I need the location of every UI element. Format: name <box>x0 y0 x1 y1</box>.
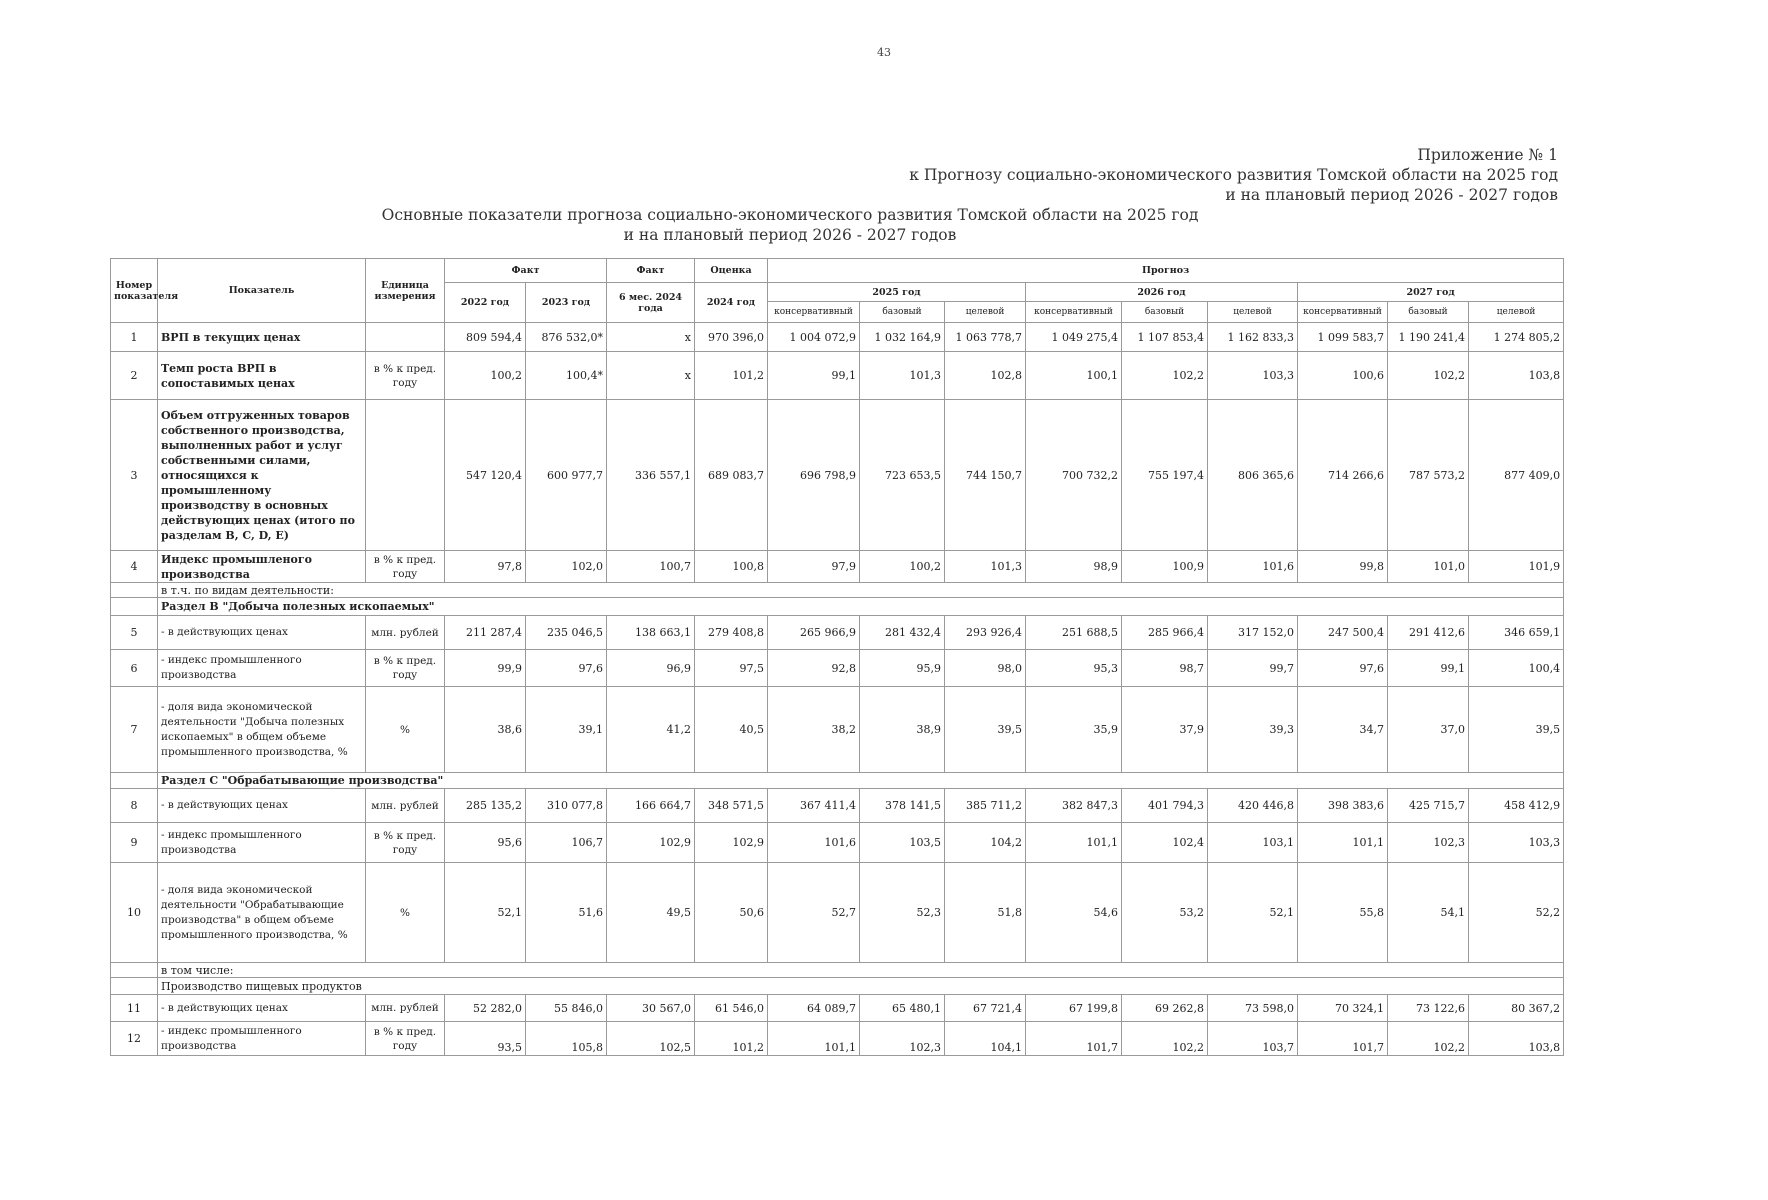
value-cell: 97,8 <box>445 551 526 583</box>
value-cell: 55 846,0 <box>526 995 607 1022</box>
header-6m-2024: 6 мес. 2024 года <box>607 283 695 323</box>
table-row <box>111 823 1564 863</box>
appendix-line-3: и на плановый период 2026 - 2027 годов <box>1225 186 1558 204</box>
section-row <box>111 773 1564 789</box>
value-cell: 39,5 <box>1469 687 1564 773</box>
value-cell: 346 659,1 <box>1469 616 1564 650</box>
value-cell: 99,8 <box>1298 551 1388 583</box>
blank-cell <box>111 583 158 598</box>
header-estimate: Оценка <box>695 259 768 283</box>
value-cell: 100,2 <box>445 352 526 400</box>
indicator-name: - в действующих ценах <box>158 995 366 1022</box>
blank-cell <box>111 773 158 789</box>
section-title: Раздел C "Обрабатывающие производства" <box>158 773 1564 789</box>
value-cell: 336 557,1 <box>607 400 695 551</box>
value-cell: 101,2 <box>695 352 768 400</box>
value-cell: 235 046,5 <box>526 616 607 650</box>
indicator-name: - в действующих ценах <box>158 789 366 823</box>
value-cell: 317 152,0 <box>1208 616 1298 650</box>
table-row <box>111 551 1564 583</box>
value-cell: 401 794,3 <box>1122 789 1208 823</box>
value-cell: 61 546,0 <box>695 995 768 1022</box>
indicator-name: - в действующих ценах <box>158 616 366 650</box>
value-cell: 103,7 <box>1208 1022 1298 1056</box>
value-cell: 101,0 <box>1388 551 1469 583</box>
value-cell: 247 500,4 <box>1298 616 1388 650</box>
row-number: 3 <box>111 400 158 551</box>
value-cell: 101,9 <box>1469 551 1564 583</box>
value-cell: 49,5 <box>607 863 695 963</box>
section-label: в том числе: <box>158 963 1564 978</box>
value-cell: 96,9 <box>607 650 695 687</box>
variant-2026-base: базовый <box>1122 302 1208 323</box>
value-cell: 50,6 <box>695 863 768 963</box>
value-cell: 348 571,5 <box>695 789 768 823</box>
variant-2026-target: целевой <box>1208 302 1298 323</box>
value-cell: 696 798,9 <box>768 400 860 551</box>
unit: в % к пред. году <box>366 1022 445 1056</box>
title-line-1: Основные показатели прогноза социально-экономического развития Томской области на 2025 год <box>381 206 1199 224</box>
value-cell: 138 663,1 <box>607 616 695 650</box>
value-cell: 52 282,0 <box>445 995 526 1022</box>
value-cell: 293 926,4 <box>945 616 1026 650</box>
header-fact-6m: Факт <box>607 259 695 283</box>
value-cell: 38,6 <box>445 687 526 773</box>
value-cell: 35,9 <box>1026 687 1122 773</box>
section-row <box>111 583 1564 598</box>
value-cell: 101,2 <box>695 1022 768 1056</box>
table-row <box>111 400 1564 551</box>
variant-2027-conservative: консервативный <box>1298 302 1388 323</box>
value-cell: 876 532,0* <box>526 323 607 352</box>
row-number: 10 <box>111 863 158 963</box>
header-forecast: Прогноз <box>768 259 1564 283</box>
header-indicator: Показатель <box>158 259 366 323</box>
value-cell: 54,6 <box>1026 863 1122 963</box>
value-cell: 65 480,1 <box>860 995 945 1022</box>
value-cell: 64 089,7 <box>768 995 860 1022</box>
table-row <box>111 616 1564 650</box>
header-2023: 2023 год <box>526 283 607 323</box>
value-cell: 105,8 <box>526 1022 607 1056</box>
value-cell: 102,0 <box>526 551 607 583</box>
value-cell: 97,6 <box>526 650 607 687</box>
value-cell: 52,1 <box>445 863 526 963</box>
value-cell: 80 367,2 <box>1469 995 1564 1022</box>
section-label: в т.ч. по видам деятельности: <box>158 583 1564 598</box>
value-cell: 211 287,4 <box>445 616 526 650</box>
header-2025: 2025 год <box>768 283 1026 302</box>
page-number: 43 <box>877 46 891 59</box>
value-cell: 53,2 <box>1122 863 1208 963</box>
section-title: Производство пищевых продуктов <box>158 978 1564 995</box>
value-cell: 101,6 <box>768 823 860 863</box>
value-cell: 378 141,5 <box>860 789 945 823</box>
row-number: 5 <box>111 616 158 650</box>
value-cell: 69 262,8 <box>1122 995 1208 1022</box>
value-cell: 41,2 <box>607 687 695 773</box>
unit: в % к пред. году <box>366 352 445 400</box>
value-cell: 70 324,1 <box>1298 995 1388 1022</box>
value-cell: 291 412,6 <box>1388 616 1469 650</box>
unit: в % к пред. году <box>366 650 445 687</box>
indicator-name: - индекс промышленного производства <box>158 823 366 863</box>
title-line-2: и на плановый период 2026 - 2027 годов <box>623 226 957 244</box>
value-cell: 102,5 <box>607 1022 695 1056</box>
unit: млн. рублей <box>366 995 445 1022</box>
value-cell: 101,3 <box>860 352 945 400</box>
value-cell: 285 966,4 <box>1122 616 1208 650</box>
value-cell: 100,2 <box>860 551 945 583</box>
table-row <box>111 789 1564 823</box>
row-number: 2 <box>111 352 158 400</box>
value-cell: 1 032 164,9 <box>860 323 945 352</box>
value-cell: 95,6 <box>445 823 526 863</box>
value-cell: 103,3 <box>1469 823 1564 863</box>
unit: в % к пред. году <box>366 551 445 583</box>
value-cell: 103,3 <box>1208 352 1298 400</box>
value-cell: 101,6 <box>1208 551 1298 583</box>
indicator-name: Темп роста ВРП в сопоставимых ценах <box>158 352 366 400</box>
header-2024: 2024 год <box>695 283 768 323</box>
value-cell: 1 274 805,2 <box>1469 323 1564 352</box>
section-row <box>111 978 1564 995</box>
value-cell: 425 715,7 <box>1388 789 1469 823</box>
value-cell: 39,3 <box>1208 687 1298 773</box>
value-cell: 38,9 <box>860 687 945 773</box>
table-row <box>111 352 1564 400</box>
value-cell: 100,1 <box>1026 352 1122 400</box>
value-cell: 102,9 <box>695 823 768 863</box>
value-cell: 547 120,4 <box>445 400 526 551</box>
row-number: 8 <box>111 789 158 823</box>
value-cell: 51,6 <box>526 863 607 963</box>
row-number: 9 <box>111 823 158 863</box>
value-cell: 700 732,2 <box>1026 400 1122 551</box>
value-cell: 310 077,8 <box>526 789 607 823</box>
value-cell: 55,8 <box>1298 863 1388 963</box>
value-cell: 877 409,0 <box>1469 400 1564 551</box>
appendix-caption <box>909 145 1558 205</box>
value-cell: 97,6 <box>1298 650 1388 687</box>
value-cell: 281 432,4 <box>860 616 945 650</box>
value-cell: 723 653,5 <box>860 400 945 551</box>
document-title <box>290 205 1290 245</box>
value-cell: 98,7 <box>1122 650 1208 687</box>
value-cell: 39,5 <box>945 687 1026 773</box>
indicator-name: Объем отгруженных товаров собственного производства, выполненных работ и услуг собственными силами, относящихся к промышленному производству в основных действующих ценах (итого по разделам B, C, D, E) <box>158 400 366 551</box>
header-fact: Факт <box>445 259 607 283</box>
value-cell: 37,0 <box>1388 687 1469 773</box>
value-cell: 51,8 <box>945 863 1026 963</box>
value-cell: 398 383,6 <box>1298 789 1388 823</box>
value-cell: 102,4 <box>1122 823 1208 863</box>
value-cell: 809 594,4 <box>445 323 526 352</box>
value-cell: 102,2 <box>1388 352 1469 400</box>
value-cell: 104,1 <box>945 1022 1026 1056</box>
value-cell: 103,1 <box>1208 823 1298 863</box>
value-cell: 39,1 <box>526 687 607 773</box>
value-cell: 102,3 <box>1388 823 1469 863</box>
value-cell: 382 847,3 <box>1026 789 1122 823</box>
value-cell: 52,3 <box>860 863 945 963</box>
value-cell: 103,5 <box>860 823 945 863</box>
section-title: Раздел B "Добыча полезных ископаемых" <box>158 598 1564 616</box>
unit: млн. рублей <box>366 789 445 823</box>
value-cell: 103,8 <box>1469 1022 1564 1056</box>
appendix-line-1: Приложение № 1 <box>1417 146 1558 164</box>
row-number: 6 <box>111 650 158 687</box>
value-cell: 93,5 <box>445 1022 526 1056</box>
value-cell: 1 004 072,9 <box>768 323 860 352</box>
value-cell: 98,9 <box>1026 551 1122 583</box>
value-cell: 100,4 <box>1469 650 1564 687</box>
value-cell: 102,2 <box>1122 1022 1208 1056</box>
value-cell: 100,7 <box>607 551 695 583</box>
value-cell: 103,8 <box>1469 352 1564 400</box>
variant-2025-base: базовый <box>860 302 945 323</box>
indicator-name: Индекс промышленого производства <box>158 551 366 583</box>
value-cell: 102,2 <box>1122 352 1208 400</box>
value-cell: 1 099 583,7 <box>1298 323 1388 352</box>
value-cell: 97,5 <box>695 650 768 687</box>
variant-2026-conservative: консервативный <box>1026 302 1122 323</box>
indicator-name: - доля вида экономической деятельности "Добыча полезных ископаемых" в общем объеме промышленного производства, % <box>158 687 366 773</box>
blank-cell <box>111 598 158 616</box>
section-row <box>111 598 1564 616</box>
row-number: 7 <box>111 687 158 773</box>
value-cell: 95,3 <box>1026 650 1122 687</box>
value-cell: 102,3 <box>860 1022 945 1056</box>
value-cell: 1 190 241,4 <box>1388 323 1469 352</box>
value-cell: 101,1 <box>768 1022 860 1056</box>
value-cell: 92,8 <box>768 650 860 687</box>
value-cell: 104,2 <box>945 823 1026 863</box>
value-cell: 787 573,2 <box>1388 400 1469 551</box>
value-cell: 100,4* <box>526 352 607 400</box>
blank-cell <box>111 978 158 995</box>
row-number: 1 <box>111 323 158 352</box>
value-cell: 99,1 <box>768 352 860 400</box>
table-row <box>111 995 1564 1022</box>
unit <box>366 400 445 551</box>
value-cell: 100,6 <box>1298 352 1388 400</box>
value-cell: 1 107 853,4 <box>1122 323 1208 352</box>
value-cell: 38,2 <box>768 687 860 773</box>
value-cell: 101,1 <box>1298 823 1388 863</box>
value-cell: 101,1 <box>1026 823 1122 863</box>
value-cell: 420 446,8 <box>1208 789 1298 823</box>
value-cell: 73 598,0 <box>1208 995 1298 1022</box>
header-2022: 2022 год <box>445 283 526 323</box>
value-cell: 285 135,2 <box>445 789 526 823</box>
value-cell: 54,1 <box>1388 863 1469 963</box>
indicators-table <box>110 258 1564 1056</box>
value-cell: 99,7 <box>1208 650 1298 687</box>
indicator-name: - индекс промышленного производства <box>158 650 366 687</box>
value-cell: 73 122,6 <box>1388 995 1469 1022</box>
row-number: 4 <box>111 551 158 583</box>
value-cell: 279 408,8 <box>695 616 768 650</box>
value-cell: x <box>607 323 695 352</box>
row-number: 12 <box>111 1022 158 1056</box>
header-2027: 2027 год <box>1298 283 1564 302</box>
table-row <box>111 1022 1564 1056</box>
unit: в % к пред. году <box>366 823 445 863</box>
value-cell: 40,5 <box>695 687 768 773</box>
blank-cell <box>111 963 158 978</box>
variant-2025-target: целевой <box>945 302 1026 323</box>
value-cell: 52,1 <box>1208 863 1298 963</box>
value-cell: 744 150,7 <box>945 400 1026 551</box>
value-cell: 101,7 <box>1298 1022 1388 1056</box>
variant-2027-target: целевой <box>1469 302 1564 323</box>
value-cell: 67 721,4 <box>945 995 1026 1022</box>
value-cell: 106,7 <box>526 823 607 863</box>
unit: % <box>366 863 445 963</box>
value-cell: 714 266,6 <box>1298 400 1388 551</box>
value-cell: 30 567,0 <box>607 995 695 1022</box>
value-cell: 755 197,4 <box>1122 400 1208 551</box>
variant-2027-base: базовый <box>1388 302 1469 323</box>
value-cell: 95,9 <box>860 650 945 687</box>
indicator-name: ВРП в текущих ценах <box>158 323 366 352</box>
value-cell: 102,8 <box>945 352 1026 400</box>
value-cell: 385 711,2 <box>945 789 1026 823</box>
value-cell: 99,1 <box>1388 650 1469 687</box>
value-cell: x <box>607 352 695 400</box>
value-cell: 1 049 275,4 <box>1026 323 1122 352</box>
indicator-name: - доля вида экономической деятельности "Обрабатывающие производства" в общем объеме промышленного производства, % <box>158 863 366 963</box>
row-number: 11 <box>111 995 158 1022</box>
value-cell: 34,7 <box>1298 687 1388 773</box>
value-cell: 367 411,4 <box>768 789 860 823</box>
value-cell: 1 063 778,7 <box>945 323 1026 352</box>
value-cell: 265 966,9 <box>768 616 860 650</box>
value-cell: 100,9 <box>1122 551 1208 583</box>
value-cell: 458 412,9 <box>1469 789 1564 823</box>
value-cell: 97,9 <box>768 551 860 583</box>
indicator-name: - индекс промышленного производства <box>158 1022 366 1056</box>
header-unit: Единица измерения <box>366 259 445 323</box>
value-cell: 102,9 <box>607 823 695 863</box>
value-cell: 67 199,8 <box>1026 995 1122 1022</box>
value-cell: 970 396,0 <box>695 323 768 352</box>
section-row <box>111 963 1564 978</box>
value-cell: 101,3 <box>945 551 1026 583</box>
value-cell: 37,9 <box>1122 687 1208 773</box>
header-num: Номер показателя <box>111 259 158 323</box>
table-row <box>111 687 1564 773</box>
value-cell: 166 664,7 <box>607 789 695 823</box>
unit <box>366 323 445 352</box>
value-cell: 52,2 <box>1469 863 1564 963</box>
value-cell: 101,7 <box>1026 1022 1122 1056</box>
value-cell: 689 083,7 <box>695 400 768 551</box>
table-row <box>111 863 1564 963</box>
table-row <box>111 650 1564 687</box>
value-cell: 99,9 <box>445 650 526 687</box>
value-cell: 806 365,6 <box>1208 400 1298 551</box>
value-cell: 1 162 833,3 <box>1208 323 1298 352</box>
value-cell: 52,7 <box>768 863 860 963</box>
value-cell: 102,2 <box>1388 1022 1469 1056</box>
value-cell: 251 688,5 <box>1026 616 1122 650</box>
header-2026: 2026 год <box>1026 283 1298 302</box>
appendix-line-2: к Прогнозу социально-экономического развития Томской области на 2025 год <box>909 166 1558 184</box>
unit: млн. рублей <box>366 616 445 650</box>
table-row <box>111 323 1564 352</box>
variant-2025-conservative: консервативный <box>768 302 860 323</box>
value-cell: 600 977,7 <box>526 400 607 551</box>
unit: % <box>366 687 445 773</box>
value-cell: 100,8 <box>695 551 768 583</box>
value-cell: 98,0 <box>945 650 1026 687</box>
